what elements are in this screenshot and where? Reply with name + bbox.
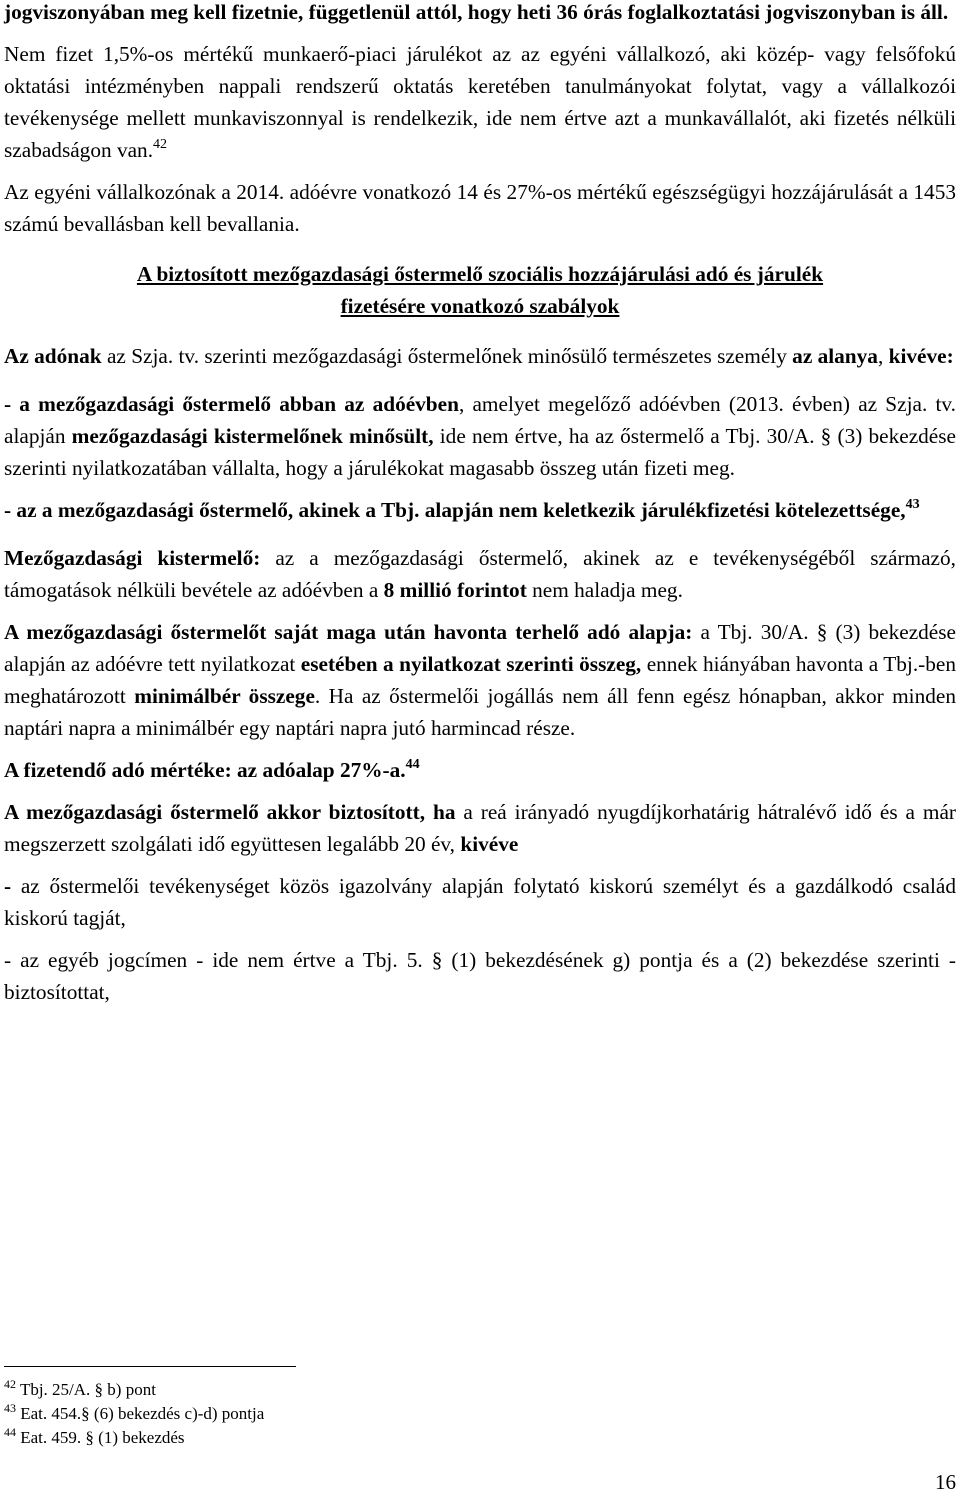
paragraph-7 [4, 542, 956, 606]
bold-run: - az a mezőgazdasági őstermelő, akinek a Tbj. alapján nem keletkezik járulékfizetési kötelezettsége, [4, 498, 906, 522]
paragraph-4 [4, 340, 956, 372]
text-run: az őstermelői tevékenységet közös igazolvány alapján folytató kiskorú személyt és a gazdálkodó család kiskorú tagját, [4, 874, 956, 930]
paragraph-10 [4, 796, 956, 860]
paragraph-3-text: Az egyéni vállalkozónak a 2014. adóévre vonatkozó 14 és 27%-os mértékű egészségügyi hozzájárulását a 1453 számú bevallásban kell bevallania. [4, 180, 956, 236]
footnote-text: Tbj. 25/A. § b) pont [16, 1380, 156, 1399]
footnote-ref-44: 44 [405, 757, 420, 772]
bold-run: mezőgazdasági kistermelőnek minősült, [71, 424, 434, 448]
bold-run: - a mezőgazdasági őstermelő abban az adóévben [4, 392, 459, 416]
paragraph-5 [4, 388, 956, 484]
bold-run: A mezőgazdasági őstermelő akkor biztosított, ha [4, 800, 456, 824]
text-run: nem haladja meg. [526, 578, 683, 602]
bold-run: Mezőgazdasági kistermelő: [4, 546, 261, 570]
paragraph-1-text: jogviszonyában meg kell fizetnie, függetlenül attól, hogy heti 36 órás foglalkoztatási jogviszonyban is áll. [4, 0, 949, 24]
bold-run: 8 millió forintot [383, 578, 527, 602]
footnote-42 [4, 1378, 264, 1402]
paragraph-8 [4, 616, 956, 744]
section-heading [4, 258, 956, 322]
footnote-ref-42: 42 [153, 137, 168, 152]
bold-run: - [4, 874, 12, 898]
text-run: az a mezőgazdasági őstermelő, akinek az e tevékenységéből származó, támogatások nélküli bevétele az adóévben a [4, 546, 956, 602]
bold-run: A mezőgazdasági őstermelőt saját maga után havonta terhelő adó alapja: [4, 620, 693, 644]
paragraph-3 [4, 176, 956, 240]
paragraph-2 [4, 38, 956, 166]
text-run: a reá irányadó nyugdíjkorhatárig hátralévő idő és a már megszerzett szolgálati idő együttesen legalább 20 év, [4, 800, 956, 856]
bold-run: A fizetendő adó mértéke: az adóalap 27%-a. [4, 758, 406, 782]
bold-run: Az adónak [4, 344, 102, 368]
paragraph-9 [4, 754, 956, 786]
paragraph-6 [4, 494, 956, 526]
paragraph-11 [4, 870, 956, 934]
text-run: a Tbj. 30/A. § (3) bekezdése alapján az adóévre tett nyilatkozat [4, 620, 956, 676]
paragraph-12 [4, 944, 956, 1008]
footnote-separator [4, 1366, 296, 1367]
section-heading-line-1: A biztosított mezőgazdasági őstermelő szociális hozzájárulási adó és járulék [136, 262, 824, 286]
footnotes [4, 1378, 264, 1450]
footnote-number: 42 [4, 1377, 16, 1391]
footnote-number: 43 [4, 1401, 16, 1415]
footnote-number: 44 [4, 1425, 16, 1439]
footnote-text: Eat. 459. § (1) bekezdés [16, 1428, 185, 1447]
bold-run: kivéve [460, 832, 519, 856]
text-run: ennek hiányában havonta a Tbj.-ben meghatározott [4, 652, 956, 708]
paragraph-2-text: Nem fizet 1,5%-os mértékű munkaerő-piaci járulékot az az egyéni vállalkozó, aki közép- vagy felsőfokú oktatási intézményben nappali rendszerű oktatás keretében tanulmányokat folytat, vagy a vállalkozói tevékenysége mellett munkaviszonnyal is rendelkezik, ide nem értve azt a munkavállalót, aki fizetés nélküli szabadságon van. [4, 42, 956, 162]
footnote-text: Eat. 454.§ (6) bekezdés c)-d) pontja [16, 1404, 265, 1423]
bold-run: az alanya [792, 344, 878, 368]
bold-run: minimálbér összege [134, 684, 315, 708]
text-run: , [877, 344, 889, 368]
text-run: az Szja. tv. szerinti mezőgazdasági őstermelőnek minősülő természetes személy [101, 344, 793, 368]
document-page [4, 0, 956, 1008]
section-heading-line-2: fizetésére vonatkozó szabályok [340, 294, 620, 318]
footnote-43 [4, 1402, 264, 1426]
text-run: . Ha az őstermelői jogállás nem áll fenn egész hónapban, akkor minden naptári napra a minimálbér egy naptári napra jutó harmincad része. [4, 684, 956, 740]
bold-run: esetében a nyilatkozat szerinti összeg, [300, 652, 642, 676]
bold-run: kivéve: [888, 344, 954, 368]
page-number: 16 [935, 1470, 956, 1494]
text-run: - az egyéb jogcímen - ide nem értve a Tbj. 5. § (1) bekezdésének g) pontja és a (2) bekezdése szerinti - biztosítottat, [4, 948, 956, 1004]
paragraph-1 [4, 0, 956, 28]
text-run: ide nem értve, ha az őstermelő a Tbj. 30/A. § (3) bekezdése szerinti nyilatkozatában vállalta, hogy a járulékokat magasabb összeg után fizeti meg. [4, 424, 956, 480]
footnote-44 [4, 1426, 264, 1450]
text-run: , amelyet megelőző adóévben (2013. évben) az Szja. tv. alapján [4, 392, 956, 448]
footnote-ref-43: 43 [905, 497, 920, 512]
